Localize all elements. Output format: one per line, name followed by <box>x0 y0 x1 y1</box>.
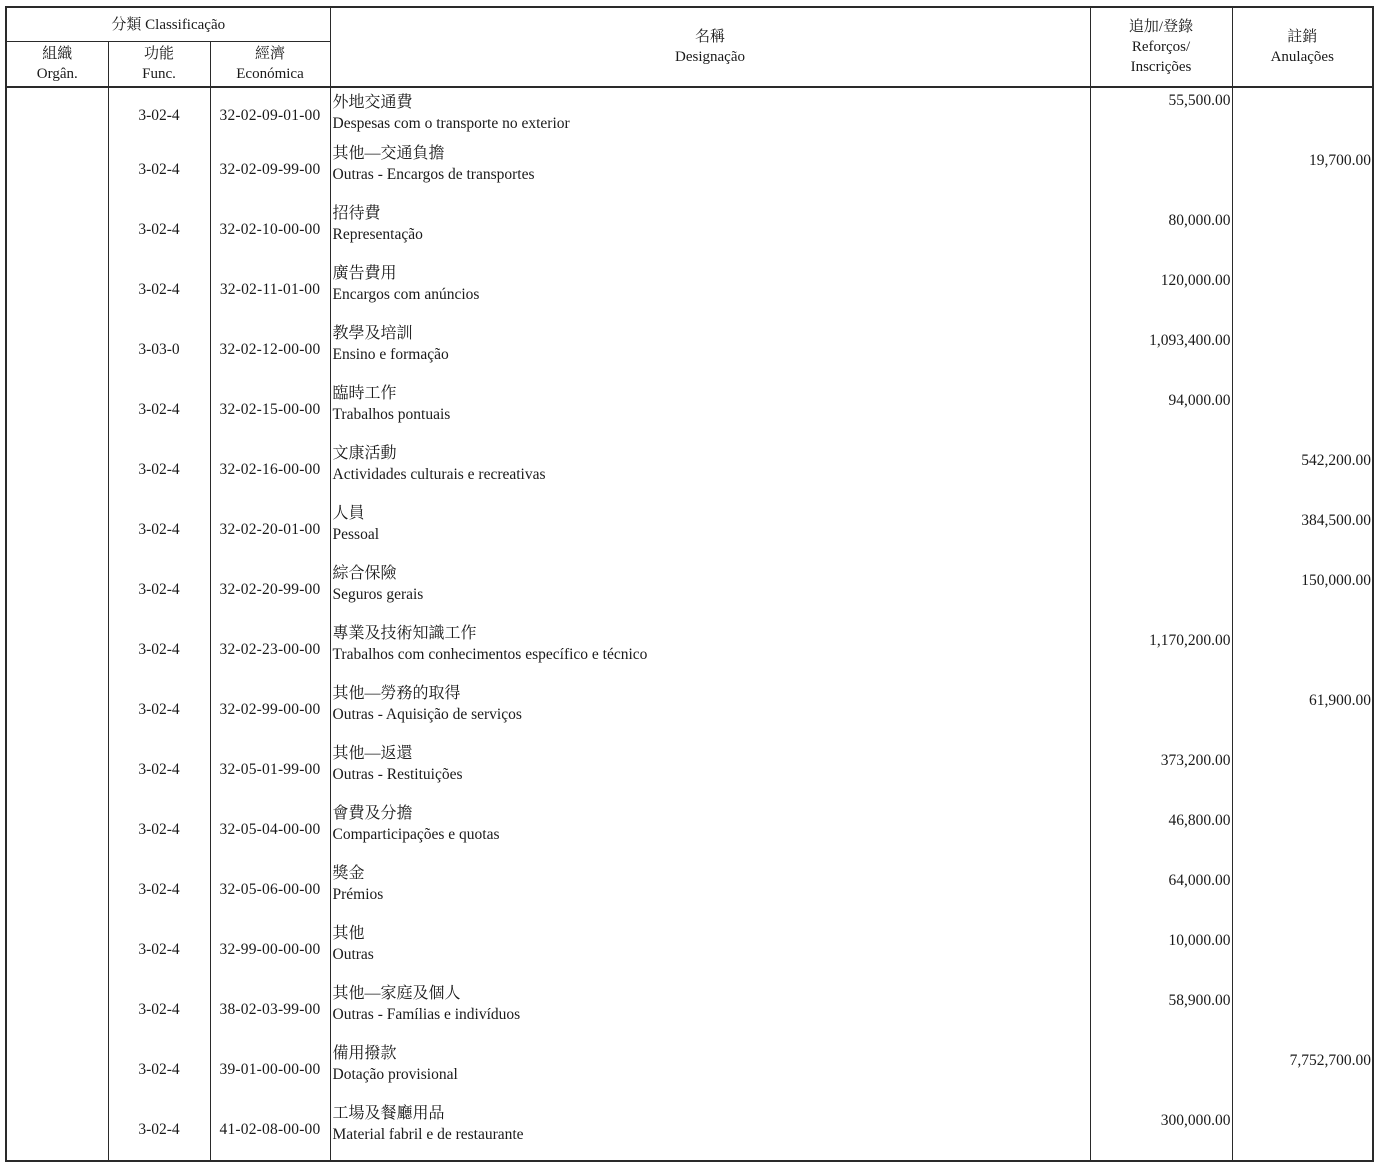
econ-code-cell: 32-05-06-00-00 <box>210 860 330 920</box>
designation-cell <box>330 980 1090 1040</box>
organ-cell <box>6 440 108 500</box>
anulacao-amount-cell <box>1232 380 1373 440</box>
anulacao-amount-cell <box>1232 260 1373 320</box>
table-row <box>6 980 1373 1040</box>
designation-zh: 綜合保險 <box>332 565 397 582</box>
table-row <box>6 740 1373 800</box>
anulacao-amount-cell: 542,200.00 <box>1232 440 1373 500</box>
func-code-cell: 3-02-4 <box>108 500 210 560</box>
reforco-amount-cell <box>1090 560 1232 620</box>
designation-header <box>330 7 1090 87</box>
designation-pt: Ensino e formação <box>332 346 449 363</box>
designation-zh: 其他 <box>332 925 365 942</box>
organ-cell <box>6 140 108 200</box>
designation-pt: Outras - Restituições <box>332 766 463 783</box>
table-body <box>6 87 1373 1161</box>
organ-header-pt: Orgân. <box>36 66 78 82</box>
table-row <box>6 920 1373 980</box>
econ-code-cell: 39-01-00-00-00 <box>210 1040 330 1100</box>
func-code-cell: 3-02-4 <box>108 260 210 320</box>
table-row <box>6 380 1373 440</box>
designation-zh: 廣告費用 <box>332 265 397 282</box>
econ-code-cell: 32-02-09-99-00 <box>210 140 330 200</box>
reforco-amount-cell: 373,200.00 <box>1090 740 1232 800</box>
designation-cell <box>330 380 1090 440</box>
econ-header <box>210 42 330 88</box>
designation-pt: Outras - Famílias e indivíduos <box>332 1006 521 1023</box>
designation-zh: 文康活動 <box>332 445 397 462</box>
reforco-amount-cell <box>1090 680 1232 740</box>
anulacoes-header-zh: 註銷 <box>1287 29 1318 45</box>
designation-cell <box>330 500 1090 560</box>
designation-zh: 其他—家庭及個人 <box>332 985 461 1002</box>
anulacoes-header-pt: Anulações <box>1270 49 1334 65</box>
func-header-zh: 功能 <box>143 46 174 62</box>
anulacao-amount-cell <box>1232 320 1373 380</box>
func-code-cell: 3-02-4 <box>108 620 210 680</box>
econ-code-cell: 38-02-03-99-00 <box>210 980 330 1040</box>
designation-zh: 其他—返還 <box>332 745 413 762</box>
table-row <box>6 87 1373 140</box>
anulacao-amount-cell <box>1232 740 1373 800</box>
table-header <box>6 7 1373 87</box>
designation-cell <box>330 440 1090 500</box>
designation-pt: Trabalhos com conhecimentos específico e técnico <box>332 646 648 663</box>
func-code-cell: 3-02-4 <box>108 560 210 620</box>
organ-cell <box>6 500 108 560</box>
designation-cell <box>330 140 1090 200</box>
anulacao-amount-cell: 150,000.00 <box>1232 560 1373 620</box>
organ-cell <box>6 620 108 680</box>
designation-cell <box>330 320 1090 380</box>
econ-header-pt: Económica <box>236 66 304 82</box>
table-row <box>6 500 1373 560</box>
designation-cell <box>330 740 1090 800</box>
organ-cell <box>6 800 108 860</box>
reforcos-header-zh: 追加/登錄 <box>1128 19 1194 35</box>
organ-cell <box>6 560 108 620</box>
designation-cell <box>330 1040 1090 1100</box>
designation-zh: 備用撥款 <box>332 1045 397 1062</box>
econ-code-cell: 32-99-00-00-00 <box>210 920 330 980</box>
designation-zh: 會費及分擔 <box>332 805 413 822</box>
anulacao-amount-cell <box>1232 860 1373 920</box>
func-code-cell: 3-03-0 <box>108 320 210 380</box>
designation-pt: Material fabril e de restaurante <box>332 1126 524 1143</box>
designation-cell <box>330 800 1090 860</box>
designation-zh: 外地交通費 <box>332 94 413 111</box>
econ-code-cell: 32-02-23-00-00 <box>210 620 330 680</box>
func-code-cell: 3-02-4 <box>108 740 210 800</box>
reforco-amount-cell: 120,000.00 <box>1090 260 1232 320</box>
func-code-cell: 3-02-4 <box>108 920 210 980</box>
reforco-amount-cell <box>1090 500 1232 560</box>
func-header-pt: Func. <box>142 66 176 82</box>
econ-code-cell: 32-02-16-00-00 <box>210 440 330 500</box>
func-code-cell: 3-02-4 <box>108 1040 210 1100</box>
designation-pt: Representação <box>332 226 423 243</box>
anulacao-amount-cell <box>1232 920 1373 980</box>
econ-code-cell: 32-02-99-00-00 <box>210 680 330 740</box>
designation-header-zh: 名稱 <box>694 29 725 45</box>
designation-zh: 其他—勞務的取得 <box>332 685 461 702</box>
table-row <box>6 680 1373 740</box>
table-row <box>6 800 1373 860</box>
reforco-amount-cell: 64,000.00 <box>1090 860 1232 920</box>
econ-code-cell: 32-05-01-99-00 <box>210 740 330 800</box>
designation-pt: Trabalhos pontuais <box>332 406 451 423</box>
reforco-amount-cell: 94,000.00 <box>1090 380 1232 440</box>
designation-zh: 工場及餐廳用品 <box>332 1105 445 1122</box>
reforco-amount-cell: 300,000.00 <box>1090 1100 1232 1161</box>
designation-zh: 其他—交通負擔 <box>332 145 445 162</box>
reforco-amount-cell: 46,800.00 <box>1090 800 1232 860</box>
designation-cell <box>330 680 1090 740</box>
anulacao-amount-cell: 19,700.00 <box>1232 140 1373 200</box>
anulacao-amount-cell <box>1232 1100 1373 1161</box>
designation-cell <box>330 860 1090 920</box>
organ-cell <box>6 980 108 1040</box>
designation-zh: 招待費 <box>332 205 381 222</box>
func-code-cell: 3-02-4 <box>108 1100 210 1161</box>
func-code-cell: 3-02-4 <box>108 800 210 860</box>
econ-code-cell: 41-02-08-00-00 <box>210 1100 330 1161</box>
organ-cell <box>6 920 108 980</box>
anulacao-amount-cell <box>1232 800 1373 860</box>
econ-header-zh: 經濟 <box>254 46 285 62</box>
econ-code-cell: 32-02-20-99-00 <box>210 560 330 620</box>
func-code-cell: 3-02-4 <box>108 87 210 140</box>
anulacao-amount-cell <box>1232 620 1373 680</box>
organ-cell <box>6 860 108 920</box>
econ-code-cell: 32-02-09-01-00 <box>210 87 330 140</box>
anulacao-amount-cell: 61,900.00 <box>1232 680 1373 740</box>
func-code-cell: 3-02-4 <box>108 200 210 260</box>
designation-zh: 臨時工作 <box>332 385 397 402</box>
table-row <box>6 1040 1373 1100</box>
anulacao-amount-cell: 384,500.00 <box>1232 500 1373 560</box>
designation-cell <box>330 87 1090 140</box>
reforco-amount-cell: 55,500.00 <box>1090 87 1232 140</box>
anulacao-amount-cell <box>1232 980 1373 1040</box>
reforco-amount-cell: 1,170,200.00 <box>1090 620 1232 680</box>
designation-header-pt: Designação <box>675 49 745 65</box>
organ-header-zh: 組織 <box>42 46 73 62</box>
organ-cell <box>6 260 108 320</box>
func-code-cell: 3-02-4 <box>108 860 210 920</box>
table-row <box>6 440 1373 500</box>
designation-cell <box>330 260 1090 320</box>
func-code-cell: 3-02-4 <box>108 140 210 200</box>
reforco-amount-cell <box>1090 140 1232 200</box>
designation-zh: 教學及培訓 <box>332 325 413 342</box>
organ-cell <box>6 1100 108 1161</box>
reforcos-header-pt1: Reforços/ <box>1131 39 1191 55</box>
budget-table-page <box>5 6 1372 1143</box>
reforcos-header-pt2: Inscrições <box>1130 59 1192 75</box>
reforco-amount-cell: 10,000.00 <box>1090 920 1232 980</box>
designation-zh: 人員 <box>332 505 365 522</box>
table-row <box>6 620 1373 680</box>
organ-cell <box>6 87 108 140</box>
func-code-cell: 3-02-4 <box>108 980 210 1040</box>
designation-pt: Seguros gerais <box>332 586 424 603</box>
table-row <box>6 260 1373 320</box>
reforco-amount-cell: 80,000.00 <box>1090 200 1232 260</box>
organ-cell <box>6 1040 108 1100</box>
designation-pt: Outras - Encargos de transportes <box>332 166 535 183</box>
reforco-amount-cell <box>1090 440 1232 500</box>
func-code-cell: 3-02-4 <box>108 680 210 740</box>
anulacao-amount-cell: 7,752,700.00 <box>1232 1040 1373 1100</box>
classification-header: 分類 Classificação <box>6 7 330 42</box>
designation-cell <box>330 560 1090 620</box>
designation-pt: Dotação provisional <box>332 1066 458 1083</box>
designation-pt: Pessoal <box>332 526 379 543</box>
func-code-cell: 3-02-4 <box>108 380 210 440</box>
designation-zh: 獎金 <box>332 865 365 882</box>
designation-pt: Despesas com o transporte no exterior <box>332 115 570 132</box>
table-row <box>6 1100 1373 1161</box>
anulacao-amount-cell <box>1232 200 1373 260</box>
reforco-amount-cell: 1,093,400.00 <box>1090 320 1232 380</box>
econ-code-cell: 32-05-04-00-00 <box>210 800 330 860</box>
econ-code-cell: 32-02-20-01-00 <box>210 500 330 560</box>
designation-pt: Outras - Aquisição de serviços <box>332 706 522 723</box>
designation-zh: 專業及技術知識工作 <box>332 625 477 642</box>
table-row <box>6 320 1373 380</box>
organ-cell <box>6 380 108 440</box>
table-row <box>6 560 1373 620</box>
anulacoes-header <box>1232 7 1373 87</box>
table-row <box>6 200 1373 260</box>
designation-pt: Encargos com anúncios <box>332 286 480 303</box>
designation-pt: Prémios <box>332 886 384 903</box>
designation-pt: Comparticipações e quotas <box>332 826 500 843</box>
reforco-amount-cell <box>1090 1040 1232 1100</box>
designation-cell <box>330 200 1090 260</box>
organ-cell <box>6 320 108 380</box>
organ-cell <box>6 200 108 260</box>
designation-cell <box>330 620 1090 680</box>
designation-pt: Outras <box>332 946 374 963</box>
table-row <box>6 860 1373 920</box>
reforcos-header <box>1090 7 1232 87</box>
econ-code-cell: 32-02-10-00-00 <box>210 200 330 260</box>
designation-cell <box>330 920 1090 980</box>
designation-pt: Actividades culturais e recreativas <box>332 466 546 483</box>
reforco-amount-cell: 58,900.00 <box>1090 980 1232 1040</box>
organ-cell <box>6 740 108 800</box>
anulacao-amount-cell <box>1232 87 1373 140</box>
organ-cell <box>6 680 108 740</box>
econ-code-cell: 32-02-15-00-00 <box>210 380 330 440</box>
organ-header <box>6 42 108 88</box>
func-code-cell: 3-02-4 <box>108 440 210 500</box>
table-row <box>6 140 1373 200</box>
func-header <box>108 42 210 88</box>
budget-table <box>5 6 1374 1162</box>
designation-cell <box>330 1100 1090 1161</box>
econ-code-cell: 32-02-11-01-00 <box>210 260 330 320</box>
econ-code-cell: 32-02-12-00-00 <box>210 320 330 380</box>
